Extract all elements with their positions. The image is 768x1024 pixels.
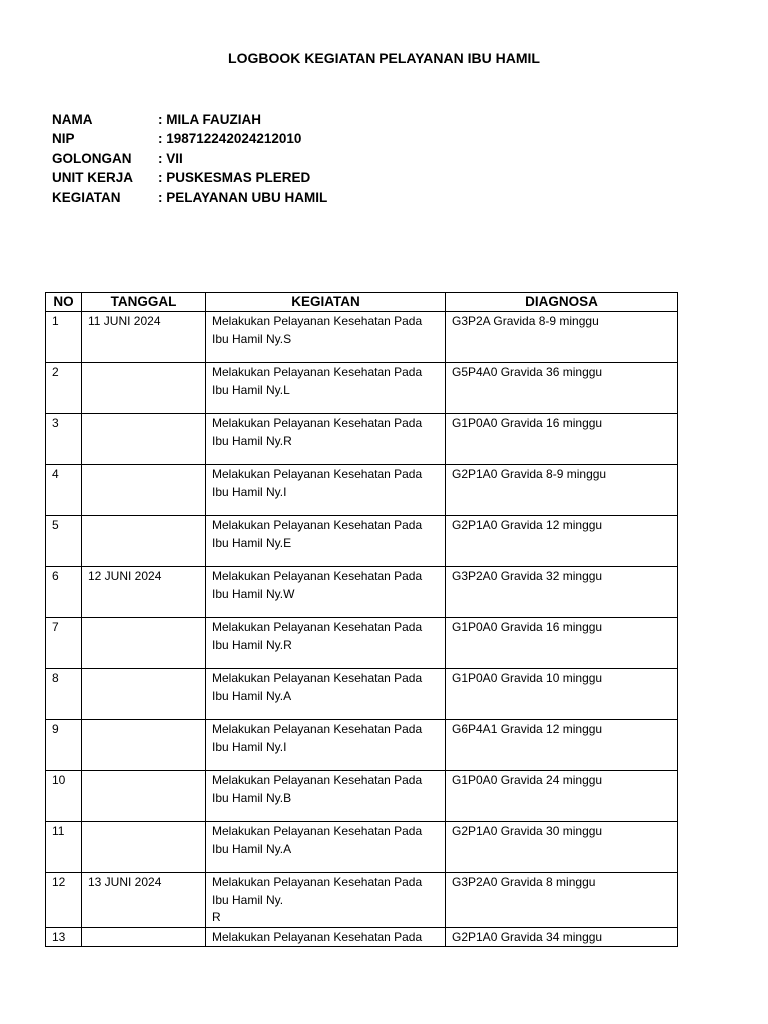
cell-diagnosa: G3P2A0 Gravida 8 minggu: [446, 873, 678, 928]
cell-diagnosa: G1P0A0 Gravida 24 minggu: [446, 771, 678, 822]
identity-row-nip: [52, 129, 327, 148]
table-row: [46, 567, 678, 618]
column-header-no: NO: [46, 293, 82, 312]
cell-kegiatan: Melakukan Pelayanan Kesehatan Pada Ibu Hamil Ny.A: [206, 822, 446, 873]
cell-no: 12: [46, 873, 82, 928]
identity-label: UNIT KERJA: [52, 170, 134, 186]
cell-no: 11: [46, 822, 82, 873]
cell-diagnosa: G2P1A0 Gravida 8-9 minggu: [446, 465, 678, 516]
cell-no: 10: [46, 771, 82, 822]
identity-row-unit-kerja: [52, 168, 327, 187]
cell-no: 8: [46, 669, 82, 720]
identity-label: GOLONGAN: [52, 150, 132, 166]
logbook-table: [45, 292, 678, 947]
cell-no: 1: [46, 312, 82, 363]
table-row: [46, 363, 678, 414]
identity-label: NAMA: [52, 112, 93, 127]
cell-tanggal: 12 JUNI 2024: [82, 567, 206, 618]
column-header-tanggal: TANGGAL: [82, 293, 206, 312]
table-body: [46, 312, 678, 947]
cell-kegiatan: Melakukan Pelayanan Kesehatan Pada Ibu Hamil Ny.B: [206, 771, 446, 822]
cell-tanggal: [82, 720, 206, 771]
identity-label: KEGIATAN: [52, 189, 121, 205]
table-row: [46, 516, 678, 567]
identity-value: : MILA FAUZIAH: [158, 110, 261, 129]
table-row: [46, 771, 678, 822]
table-row: [46, 618, 678, 669]
cell-diagnosa: G2P1A0 Gravida 34 minggu: [446, 927, 678, 947]
column-header-diagnosa: DIAGNOSA: [446, 293, 678, 312]
table-row: [46, 669, 678, 720]
cell-no: 4: [46, 465, 82, 516]
identity-row-nama: [52, 110, 327, 129]
table-row: [46, 414, 678, 465]
cell-diagnosa: G1P0A0 Gravida 16 minggu: [446, 414, 678, 465]
identity-label: NIP: [52, 131, 75, 147]
identity-row-golongan: [52, 149, 327, 168]
identity-value: : PELAYANAN UBU HAMIL: [158, 188, 327, 207]
cell-kegiatan: Melakukan Pelayanan Kesehatan Pada Ibu Hamil Ny.L: [206, 363, 446, 414]
cell-tanggal: 13 JUNI 2024: [82, 873, 206, 928]
cell-tanggal: [82, 669, 206, 720]
cell-no: 6: [46, 567, 82, 618]
cell-tanggal: [82, 618, 206, 669]
cell-tanggal: [82, 927, 206, 947]
table-row: [46, 465, 678, 516]
column-header-kegiatan: KEGIATAN: [206, 293, 446, 312]
table-row: [46, 927, 678, 947]
cell-diagnosa: G3P2A0 Gravida 32 minggu: [446, 567, 678, 618]
cell-diagnosa: G2P1A0 Gravida 30 minggu: [446, 822, 678, 873]
cell-diagnosa: G1P0A0 Gravida 10 minggu: [446, 669, 678, 720]
cell-kegiatan: Melakukan Pelayanan Kesehatan Pada Ibu Hamil Ny.R: [206, 414, 446, 465]
table-row: [46, 822, 678, 873]
cell-no: 7: [46, 618, 82, 669]
identity-block: [52, 110, 327, 207]
table-header-row: [46, 293, 678, 312]
cell-kegiatan: Melakukan Pelayanan Kesehatan Pada Ibu Hamil Ny.S: [206, 312, 446, 363]
page-title: LOGBOOK KEGIATAN PELAYANAN IBU HAMIL: [228, 50, 540, 66]
cell-diagnosa: G6P4A1 Gravida 12 minggu: [446, 720, 678, 771]
cell-kegiatan: Melakukan Pelayanan Kesehatan Pada Ibu Hamil Ny. R: [206, 873, 446, 928]
cell-tanggal: [82, 771, 206, 822]
cell-no: 2: [46, 363, 82, 414]
identity-value: : VII: [158, 149, 183, 168]
cell-tanggal: 11 JUNI 2024: [82, 312, 206, 363]
table-row: [46, 720, 678, 771]
cell-tanggal: [82, 465, 206, 516]
cell-kegiatan: Melakukan Pelayanan Kesehatan Pada Ibu Hamil Ny.A: [206, 669, 446, 720]
cell-kegiatan: Melakukan Pelayanan Kesehatan Pada Ibu Hamil Ny.R: [206, 618, 446, 669]
cell-tanggal: [82, 822, 206, 873]
cell-diagnosa: G5P4A0 Gravida 36 minggu: [446, 363, 678, 414]
cell-tanggal: [82, 516, 206, 567]
identity-value: : 198712242024212010: [158, 129, 301, 148]
cell-no: 5: [46, 516, 82, 567]
cell-diagnosa: G2P1A0 Gravida 12 minggu: [446, 516, 678, 567]
cell-kegiatan: Melakukan Pelayanan Kesehatan Pada Ibu Hamil Ny.I: [206, 720, 446, 771]
cell-kegiatan: Melakukan Pelayanan Kesehatan Pada Ibu Hamil Ny.I: [206, 465, 446, 516]
table-row: [46, 873, 678, 928]
cell-kegiatan: Melakukan Pelayanan Kesehatan Pada Ibu Hamil Ny.W: [206, 567, 446, 618]
identity-row-kegiatan: [52, 188, 327, 207]
cell-no: 9: [46, 720, 82, 771]
cell-kegiatan: Melakukan Pelayanan Kesehatan Pada: [206, 927, 446, 947]
identity-value: : PUSKESMAS PLERED: [158, 168, 310, 187]
cell-no: 13: [46, 927, 82, 947]
cell-tanggal: [82, 363, 206, 414]
table-row: [46, 312, 678, 363]
cell-diagnosa: G3P2A Gravida 8-9 minggu: [446, 312, 678, 363]
cell-kegiatan: Melakukan Pelayanan Kesehatan Pada Ibu Hamil Ny.E: [206, 516, 446, 567]
cell-no: 3: [46, 414, 82, 465]
cell-tanggal: [82, 414, 206, 465]
cell-diagnosa: G1P0A0 Gravida 16 minggu: [446, 618, 678, 669]
